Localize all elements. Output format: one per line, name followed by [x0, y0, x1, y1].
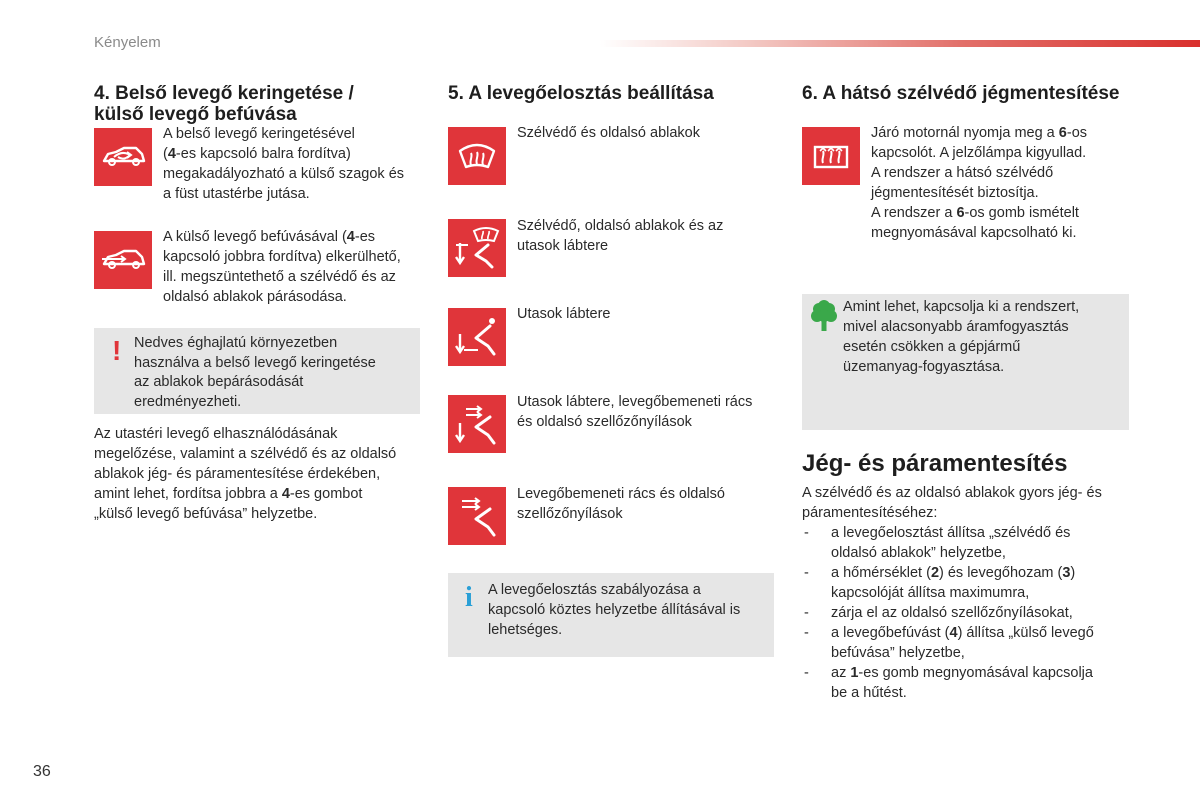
section-title: Kényelem — [94, 34, 161, 51]
text-line: mivel alacsonyabb áramfogyasztás — [843, 319, 1069, 335]
text-fragment: Járó motornál nyomja meg a — [871, 125, 1059, 141]
warning-note — [94, 328, 420, 414]
warning-icon: ! — [112, 335, 122, 366]
text-line: és oldalsó szellőzőnyílások — [517, 414, 692, 430]
feet-vents-icon — [448, 395, 506, 453]
text-line: - a levegőelosztást állítsa „szélvédő és — [831, 525, 1071, 541]
fresh-air-icon — [94, 231, 152, 289]
air-renewal-paragraph — [94, 424, 424, 524]
text-fragment: -es gombot — [289, 486, 363, 502]
text-line: lehetséges. — [488, 622, 563, 638]
text-fragment: ) állítsa „külső levegő — [957, 625, 1094, 641]
text-fragment: az — [831, 665, 851, 681]
text-line: A rendszer a hátsó szélvédő — [871, 165, 1054, 181]
distribution-text — [517, 304, 777, 324]
switch-number: 4 — [167, 146, 176, 162]
text-line: megakadályozható a külső szagok és — [163, 166, 405, 182]
heading-line: 4. Belső levegő keringetése / — [94, 83, 354, 104]
text-line: Amint lehet, kapcsolja ki a rendszert, — [843, 299, 1080, 315]
info-icon: i — [465, 582, 473, 613]
fresh-air-text — [163, 227, 425, 307]
list-item — [802, 603, 1132, 623]
text-line: A belső levegő keringetésével — [163, 126, 355, 142]
text-line — [871, 123, 1133, 143]
warning-text — [134, 334, 418, 412]
recirculation-text — [163, 124, 425, 204]
list-item — [802, 663, 1132, 703]
text-line: A szélvédő és az oldalsó ablakok gyors jég- és — [802, 485, 1102, 501]
text-fragment: a hőmérséklet ( — [831, 565, 931, 581]
text-line: be a hűtést. — [831, 685, 907, 701]
text-line: Utasok lábtere, levegőbemeneti rács — [517, 394, 753, 410]
list-item — [802, 523, 1132, 563]
heading-rear-defrost: 6. A hátsó szélvédő jégmentesítése — [802, 83, 1120, 104]
text-line — [871, 203, 1133, 223]
text-line: szellőzőnyílások — [517, 506, 623, 522]
distribution-text — [517, 484, 777, 524]
text-fragment: ) — [1070, 565, 1076, 581]
list-item — [802, 563, 1132, 603]
text-line: kapcsolót. A jelzőlámpa kigyullad. — [871, 145, 1087, 161]
text-line: befúvása” helyzetbe, — [831, 645, 965, 661]
switch-number: 1 — [850, 665, 859, 681]
text-line — [163, 144, 425, 164]
text-line: - zárja el az oldalsó szellőzőnyílásokat, — [831, 605, 1073, 621]
text-line: Levegőbemeneti rács és oldalsó — [517, 486, 725, 502]
windscreen-feet-icon — [448, 219, 506, 277]
text-line: eredményezheti. — [134, 393, 242, 410]
list-item — [802, 623, 1132, 663]
switch-number: 2 — [930, 565, 940, 581]
text-fragment: A külső levegő befúvásával ( — [163, 229, 347, 245]
switch-number: 4 — [346, 229, 355, 245]
text-line: kapcsolóját állítsa maximumra, — [831, 585, 1030, 601]
text-line: „külső levegő befúvása” helyzetbe. — [94, 506, 318, 522]
eco-tree-icon — [810, 300, 838, 337]
text-line — [94, 484, 424, 504]
text-line: oldalsó ablakok párásodása. — [163, 289, 347, 305]
switch-number: 4 — [949, 625, 958, 641]
text-line: kapcsoló köztes helyzetbe állításával is — [488, 602, 741, 618]
switch-number: 4 — [281, 486, 290, 502]
text-fragment: -es — [354, 229, 376, 245]
text-line: megnyomásával kapcsolható ki. — [871, 225, 1077, 241]
text-fragment: ( — [163, 146, 168, 162]
text-fragment: -os gomb ismételt — [964, 205, 1079, 221]
text-line: jégmentesítését biztosítja. — [871, 185, 1039, 201]
page-number: 36 — [33, 763, 51, 780]
text-line: Nedves éghajlatú környezetben — [134, 335, 338, 351]
text-line — [163, 227, 425, 247]
switch-number: 6 — [956, 205, 965, 221]
text-line: ill. megszüntethető a szélvédő és az — [163, 269, 396, 285]
text-line — [831, 563, 1132, 583]
switch-number: 3 — [1062, 565, 1071, 581]
text-line: ablakok jég- és páramentesítése érdekében, — [94, 466, 381, 482]
text-line: kapcsoló jobbra fordítva) elkerülhető, — [163, 249, 401, 265]
text-line: az ablakok bepárásodását — [134, 374, 304, 390]
text-line: Szélvédő, oldalsó ablakok és az — [517, 218, 724, 234]
eco-text — [843, 297, 1127, 377]
switch-number: 6 — [1058, 125, 1067, 141]
heading-air-intake — [94, 83, 424, 125]
recirculation-icon — [94, 128, 152, 186]
text-line: esetén csökken a gépjármű — [843, 339, 1021, 355]
text-fragment: a levegőbefúvást ( — [831, 625, 950, 641]
heading-line: külső levegő befúvása — [94, 104, 297, 125]
text-line: a füst utastérbe jutása. — [163, 186, 310, 202]
windscreen-demist-icon — [448, 127, 506, 185]
text-line: utasok lábtere — [517, 238, 609, 254]
vents-icon — [448, 487, 506, 545]
header-accent-bar — [600, 40, 1200, 47]
info-text — [488, 580, 770, 640]
defrost-steps — [802, 523, 1132, 703]
info-note — [448, 573, 774, 657]
text-fragment: -os — [1066, 125, 1088, 141]
distribution-text — [517, 216, 777, 256]
distribution-text — [517, 392, 777, 432]
text-fragment: amint lehet, fordítsa jobbra a — [94, 486, 282, 502]
feet-icon — [448, 308, 506, 366]
text-line: páramentesítéséhez: — [802, 505, 938, 521]
text-line: Szélvédő és oldalsó ablakok — [517, 125, 700, 141]
text-line: oldalsó ablakok” helyzetbe, — [831, 545, 1006, 561]
distribution-text — [517, 123, 777, 143]
rear-defrost-icon — [802, 127, 860, 185]
rear-defrost-text — [871, 123, 1133, 243]
text-line — [831, 623, 1132, 643]
text-line: használva a belső levegő keringetése — [134, 354, 376, 371]
eco-note — [802, 294, 1129, 430]
heading-air-distribution: 5. A levegőelosztás beállítása — [448, 83, 714, 104]
text-fragment: A rendszer a — [871, 205, 957, 221]
text-fragment: -es kapcsoló balra fordítva) — [175, 146, 351, 162]
text-line: Utasok lábtere — [517, 306, 611, 322]
text-line: Az utastéri levegő elhasználódásának — [94, 426, 338, 442]
section-heading-defrost: Jég- és páramentesítés — [802, 450, 1068, 477]
defrost-intro — [802, 483, 1132, 523]
text-fragment: -es gomb megnyomásával kapcsolja — [858, 665, 1093, 681]
text-line — [831, 663, 1132, 683]
text-line: üzemanyag-fogyasztása. — [843, 359, 1005, 375]
text-line: megelőzése, valamint a szélvédő és az oldalsó — [94, 446, 397, 462]
text-fragment: ) és levegőhozam ( — [939, 565, 1063, 581]
text-line: A levegőelosztás szabályozása a — [488, 582, 701, 598]
